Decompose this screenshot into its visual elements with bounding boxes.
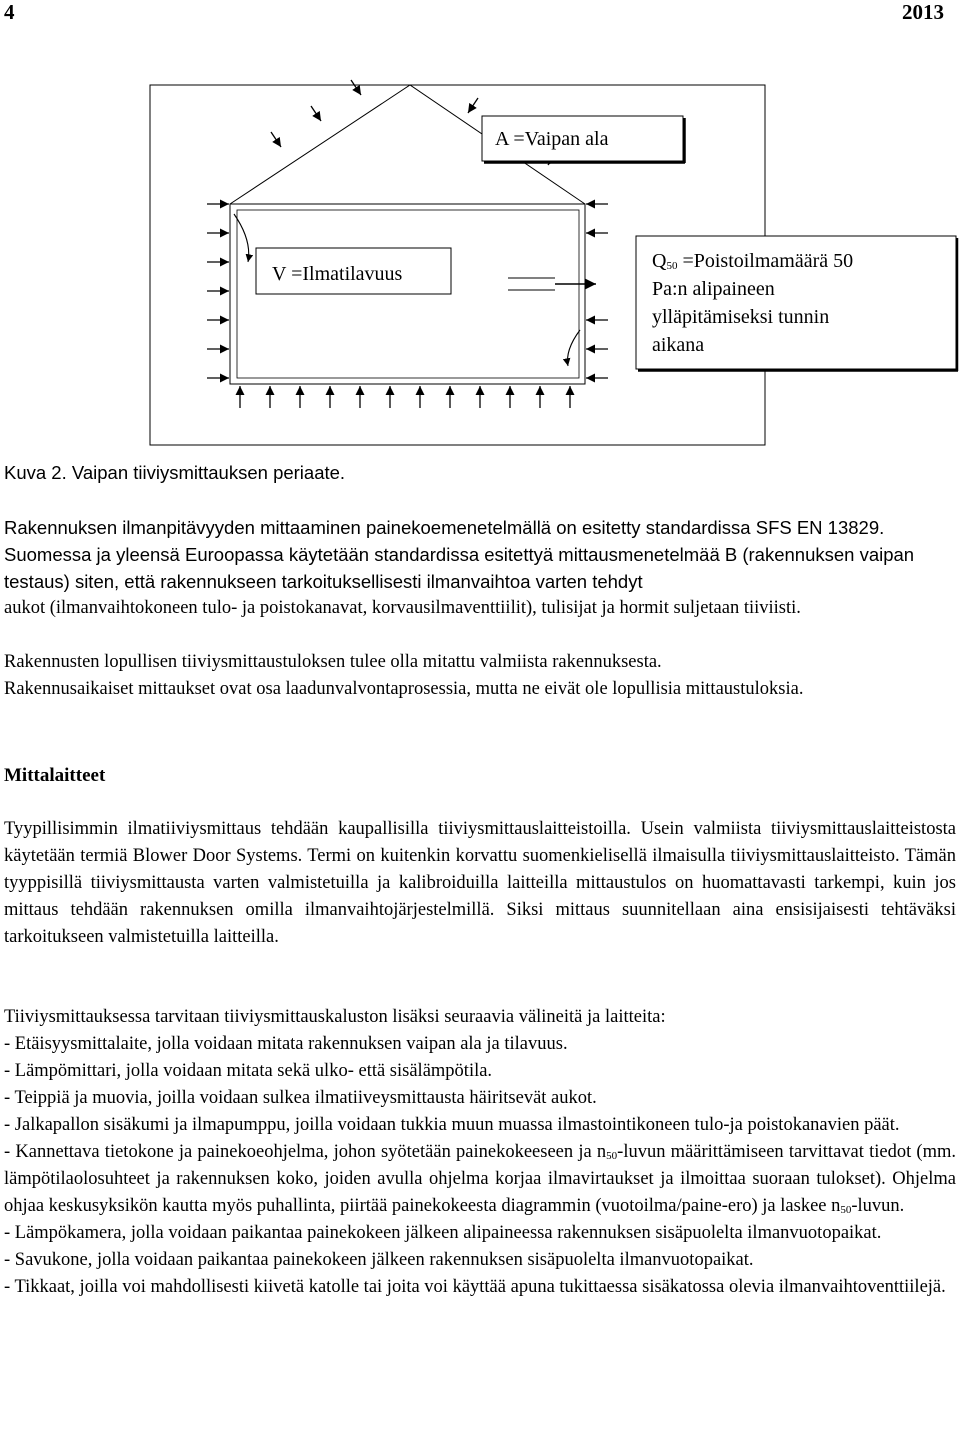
item5-part-a: - Kannettava tietokone ja painekoeohjelma, johon syötetään painekokeeseen ja n	[4, 1142, 607, 1162]
air-flow-arrow	[468, 98, 478, 113]
page-number: 4	[4, 0, 15, 24]
list-item: - Teippiä ja muovia, joilla voidaan sulkea ilmatiiveysmittausta häiritsevät aukot.	[4, 1088, 597, 1108]
header-year: 2013	[902, 0, 944, 24]
q-subscript: 50	[666, 260, 678, 272]
body-paragraph-1: Tyypillisimmin ilmatiiviysmittaus tehdään kaupallisilla tiiviysmittauslaitteistoilla. Usein valmiista tiiviysmittauslaitteistosta käytetään termiä Blower Door Systems. Termi on kuitenkin korvattu suomenkielisellä ilmaisulla tiiviysmittauslaitteisto. Tämän tyyppisillä tiiviysmittausta varten valmistetuilla ja kalibroiduilla laitteilla mittaustulos on huomattavasti tarkempi, kuin jos mittaus tehdään rakennuksen omilla ilmanvaihtojärjestelmillä. Siksi mittaus suunnitellaan aina ensisijaisesti tehtäväksi tarkoitukseen valmistetuilla laitteilla.	[4, 819, 956, 947]
list-item: - Lämpömittari, jolla voidaan mitata sekä ulko- että sisälämpötila.	[4, 1061, 493, 1081]
equipment-list	[4, 1031, 956, 1301]
n50-subscript: 50	[606, 1150, 618, 1162]
air-flow-arrow	[271, 132, 281, 147]
label-vaipan-ala: A =Vaipan ala	[495, 128, 609, 150]
intro-paragraph-cont: aukot (ilmanvaihtokoneen tulo- ja poistokanavat, korvausilmaventtiilit), tulisijat ja hormit suljetaan tiiviisti.	[4, 598, 801, 618]
list-item: - Savukone, jolla voidaan paikantaa painekokeen jälkeen rakennuksen sisäpuolelta ilmanvuotopaikat.	[4, 1250, 754, 1270]
q-symbol: Q	[652, 250, 667, 272]
envelope-diagram	[0, 0, 960, 450]
list-item: - Jalkapallon sisäkumi ja ilmapumppu, joilla voidaan tukkia muun muassa ilmastointikoneen tulo-ja poistokanavien päät.	[4, 1115, 900, 1135]
leak-arrow	[568, 330, 581, 366]
item5-part-b: -luvun määrittämiseen tarvittavat tiedot (mm. lämpötilaolosuhteet ja rakennuksen koko, joiden avulla ohjelma korjaa ilmavirtaukset ja ilmoittaa suoraan tulokset). Ohjelma ohjaa keskusyksikön kautta myös puhallinta, piirtää painekokeesta diagrammin (vuotoilma/paine-ero) ja laskee n	[4, 1142, 956, 1216]
intro-paragraph: Rakennuksen ilmanpitävyyden mittaaminen painekoemenetelmällä on esitetty standardissa SFS EN 13829. Suomessa ja yleensä Euroopassa käytetään standardissa esitettyä mittausmenetelmää B (rakennuksen vaipan testaus) siten, että rakennukseen tarkoituksellisesti ilmanvaihtoa varten tehdyt	[4, 517, 915, 592]
list-item	[4, 1139, 956, 1220]
final-result-paragraph: Rakennusten lopullisen tiiviysmittaustuloksen tulee olla mitattu valmiista rakennuksesta.	[4, 652, 662, 672]
section-heading: Mittalaitteet	[4, 765, 106, 786]
inflow-arrows-right	[586, 204, 608, 378]
leak-arrow	[234, 214, 249, 262]
n50-subscript: 50	[840, 1204, 852, 1216]
list-item: - Tikkaat, joilla voi mahdollisesti kiivetä katolle tai joita voi käyttää apuna tukittaessa sisäkatossa olevia ilmanvaihtoventtiilejä.	[4, 1277, 946, 1297]
figure-caption: Kuva 2. Vaipan tiiviysmittauksen periaate.	[4, 462, 346, 483]
q-line-2: Pa:n alipaineen	[652, 278, 775, 300]
q-line-3: ylläpitämiseksi tunnin	[652, 306, 830, 328]
air-flow-arrow	[311, 106, 321, 121]
label-poistoilmamaara	[652, 247, 853, 359]
inflow-arrows-bottom	[240, 386, 570, 408]
construction-paragraph: Rakennusaikaiset mittaukset ovat osa laadunvalvontaprosessia, mutta ne eivät ole lopullisia mittaustuloksia.	[4, 679, 804, 699]
label-ilmatilavuus: V =Ilmatilavuus	[272, 263, 403, 285]
list-item: - Etäisyysmittalaite, jolla voidaan mitata rakennuksen vaipan ala ja tilavuus.	[4, 1034, 568, 1054]
list-item: - Lämpökamera, jolla voidaan paikantaa painekokeen jälkeen alipaineessa rakennuksen sisäpuolelta ilmanvuotopaikat.	[4, 1223, 882, 1243]
q-line-4: aikana	[652, 334, 705, 356]
inflow-arrows-left	[207, 204, 229, 378]
q-text: =Poistoilmamäärä 50	[682, 250, 854, 272]
body-paragraph-2: Tiiviysmittauksessa tarvitaan tiiviysmittauskaluston lisäksi seuraavia välineitä ja laitteita:	[4, 1007, 666, 1027]
item5-part-c: -luvun.	[851, 1196, 905, 1216]
air-flow-arrow	[351, 80, 361, 95]
